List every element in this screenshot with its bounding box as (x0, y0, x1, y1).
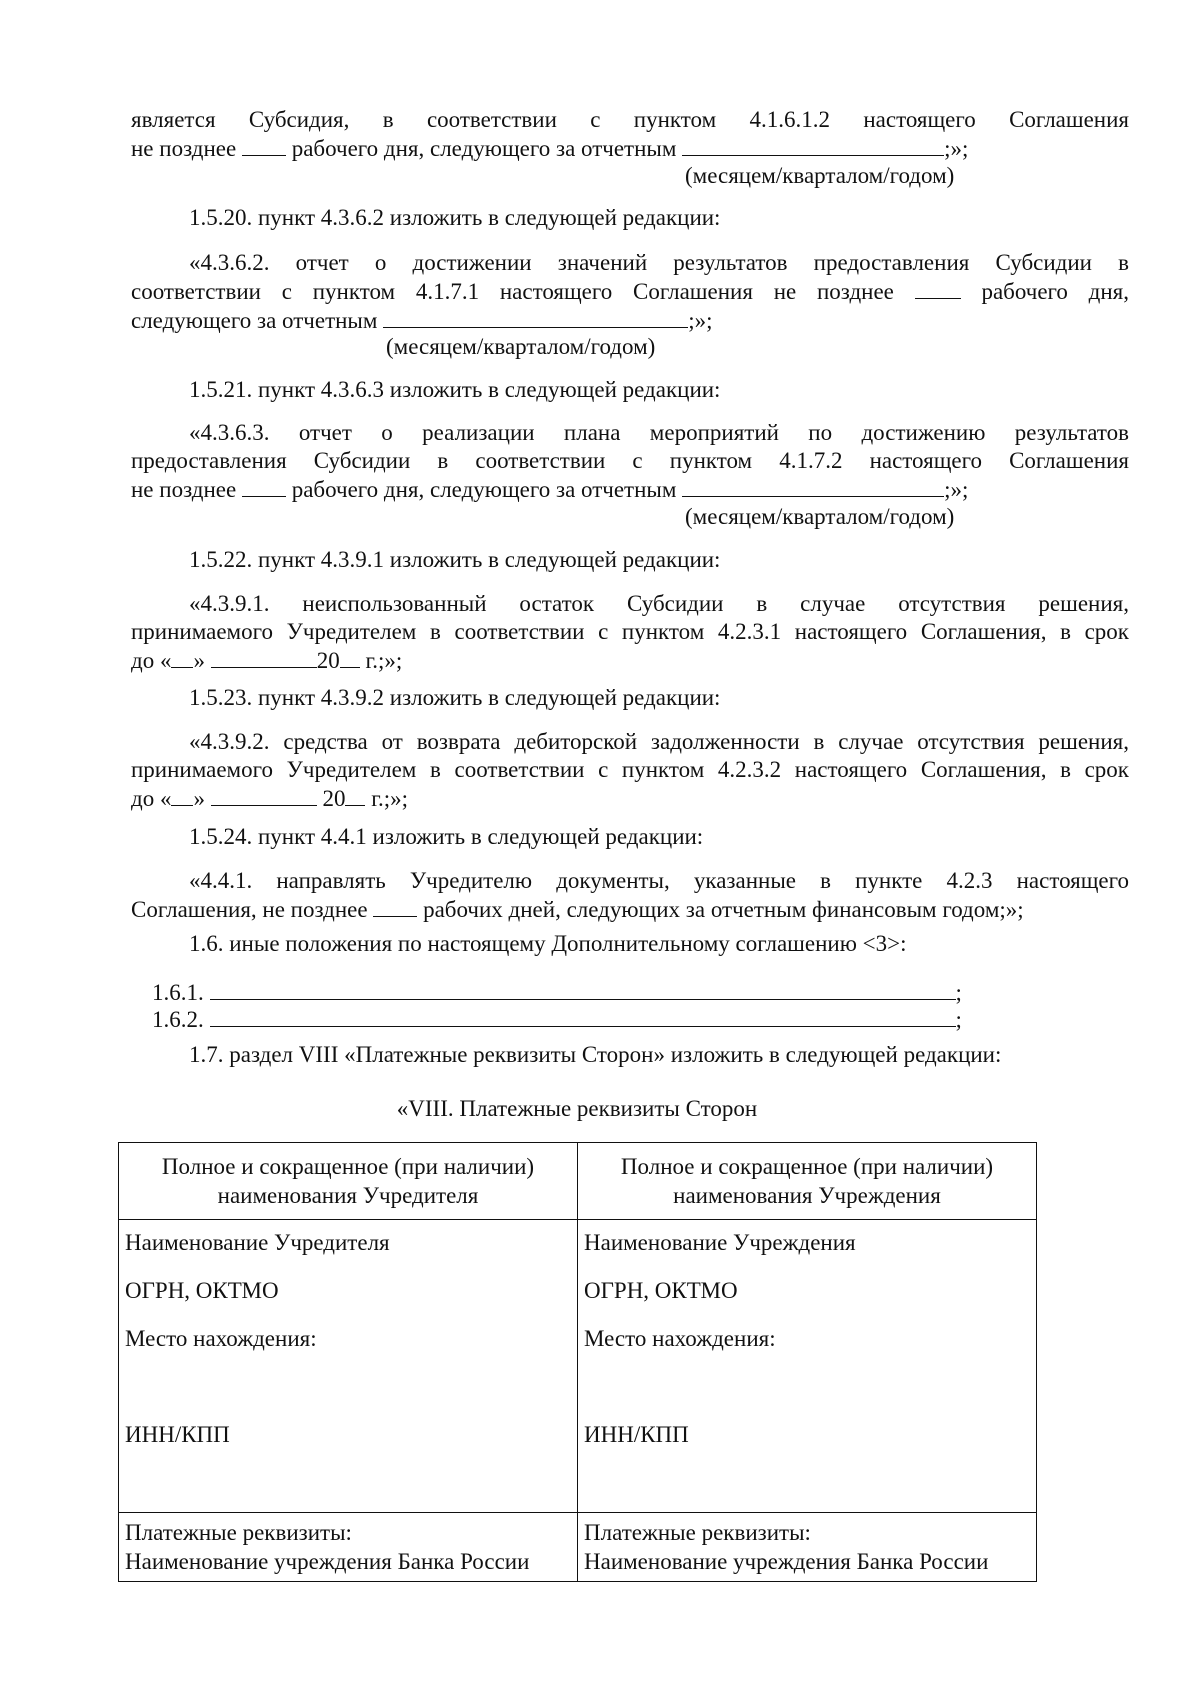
text-line: «4.3.9.2. средства от возврата дебиторской задолженности в случае отсутствия решения, (189, 729, 1129, 754)
text-fragment: Соглашения, не позднее (131, 897, 368, 922)
field-ogrn: ОГРН, ОКТМО (125, 1278, 279, 1303)
text-line (131, 895, 1129, 924)
text-line: предоставления Субсидии в соответствии с пунктом 4.1.7.2 настоящего Соглашения (131, 448, 1129, 473)
date-line (131, 646, 1129, 675)
section-title: «VIII. Платежные реквизиты Сторон (396, 1096, 758, 1121)
field-location: Место нахождения: (125, 1326, 317, 1351)
text-fragment: рабочих дней, следующих за отчетным финансовым годом;»; (423, 897, 1024, 922)
blank-field (915, 277, 961, 299)
table-row-payment (119, 1513, 1037, 1582)
field-hint: (месяцем/кварталом/годом) (386, 334, 656, 359)
blank-field (242, 134, 286, 156)
blank-field (210, 1005, 956, 1027)
text-fragment: не позднее (131, 477, 237, 502)
payment-details-table (118, 1142, 1037, 1582)
header-text: Полное и сокращенное (при наличии) (620, 1154, 994, 1179)
text-line (131, 277, 1129, 306)
text-line: «4.3.9.1. неиспользованный остаток Субсидии в случае отсутствия решения, (189, 591, 1129, 616)
text-fragment: 20 (322, 786, 346, 811)
paragraph-4-3-9-1 (131, 590, 1129, 675)
text-line: является Субсидия, в соответствии с пунктом 4.1.6.1.2 настоящего Соглашения (131, 107, 1129, 132)
paragraph-4-3-6-3 (131, 419, 1129, 504)
text-fragment: соответствии с пунктом 4.1.7.1 настоящего Соглашения не позднее (131, 279, 894, 304)
paragraph-continuation (131, 106, 1129, 163)
text-fragment: рабочего дня, следующего за отчетным (291, 477, 677, 502)
header-institution (578, 1143, 1037, 1220)
blank-field (373, 895, 417, 917)
field-hint: (месяцем/кварталом/годом) (685, 163, 955, 188)
text-fragment: до « (131, 648, 172, 673)
paragraph-4-3-6-2 (131, 249, 1129, 335)
header-text: наименования Учреждения (673, 1183, 941, 1208)
blank-month (211, 646, 317, 668)
blank-day (171, 646, 193, 668)
blank-month (211, 784, 317, 806)
text-fragment: » (193, 786, 205, 811)
text-line: «4.4.1. направлять Учредителю документы, указанные в пункте 4.2.3 настоящего (189, 868, 1129, 893)
clause-heading: 1.6. иные положения по настоящему Дополнительному соглашению <3>: (189, 931, 907, 956)
text-fragment: рабочего дня, (981, 279, 1130, 304)
field-inn: ИНН/КПП (584, 1422, 689, 1447)
blank-year (340, 646, 360, 668)
clause-heading: 1.5.24. пункт 4.4.1 изложить в следующей редакции: (189, 824, 704, 849)
text-fragment: ; (955, 1007, 962, 1032)
field-payment-label: Платежные реквизиты: (584, 1520, 811, 1545)
clause-number: 1.6.1. (152, 980, 204, 1005)
blank-day (171, 784, 193, 806)
clause-heading: 1.5.22. пункт 4.3.9.1 изложить в следующей редакции: (189, 547, 721, 572)
text-line: принимаемого Учредителем в соответствии с пунктом 4.2.3.1 настоящего Соглашения, в срок (131, 619, 1129, 644)
text-line (131, 134, 1129, 163)
cell-institution-details (578, 1220, 1037, 1513)
field-payment-label: Платежные реквизиты: (125, 1520, 352, 1545)
table-header-row (119, 1143, 1037, 1220)
blank-field (682, 134, 944, 156)
text-fragment: рабочего дня, следующего за отчетным (291, 136, 677, 161)
other-provision-2 (152, 1005, 962, 1034)
text-fragment: ;»; (944, 136, 969, 161)
cell-founder-payment (119, 1513, 578, 1582)
blank-field (210, 978, 956, 1000)
field-bank: Наименование учреждения Банка России (125, 1549, 530, 1574)
field-location: Место нахождения: (584, 1326, 776, 1351)
text-fragment: до « (131, 786, 172, 811)
header-text: наименования Учредителя (217, 1183, 479, 1208)
text-line: принимаемого Учредителем в соответствии с пунктом 4.2.3.2 настоящего Соглашения, в срок (131, 757, 1129, 782)
clause-heading: 1.5.21. пункт 4.3.6.3 изложить в следующей редакции: (189, 377, 721, 402)
text-fragment: » (193, 648, 205, 673)
header-text: Полное и сокращенное (при наличии) (161, 1154, 535, 1179)
text-fragment: ; (955, 980, 962, 1005)
text-fragment: г.;»; (365, 648, 403, 673)
blank-year (345, 784, 365, 806)
other-provision-1 (152, 978, 962, 1007)
text-fragment: г.;»; (371, 786, 409, 811)
field-bank: Наименование учреждения Банка России (584, 1549, 989, 1574)
text-fragment: следующего за отчетным (131, 308, 378, 333)
text-fragment: ;»; (688, 308, 713, 333)
field-hint: (месяцем/кварталом/годом) (685, 504, 955, 529)
header-founder (119, 1143, 578, 1220)
clause-heading: 1.7. раздел VIII «Платежные реквизиты Сторон» изложить в следующей редакции: (189, 1042, 1002, 1067)
blank-field (682, 475, 944, 497)
paragraph-4-3-9-2 (131, 728, 1129, 813)
text-fragment: ;»; (944, 477, 969, 502)
text-line (131, 306, 1129, 335)
table-row-details (119, 1220, 1037, 1513)
field-inn: ИНН/КПП (125, 1422, 230, 1447)
clause-heading: 1.5.23. пункт 4.3.9.2 изложить в следующей редакции: (189, 685, 721, 710)
text-line: «4.3.6.3. отчет о реализации плана мероприятий по достижению результатов (189, 420, 1129, 445)
text-line: «4.3.6.2. отчет о достижении значений результатов предоставления Субсидии в (189, 250, 1129, 275)
cell-institution-payment (578, 1513, 1037, 1582)
clause-number: 1.6.2. (152, 1007, 204, 1032)
paragraph-4-4-1 (131, 867, 1129, 924)
cell-founder-details (119, 1220, 578, 1513)
field-name: Наименование Учреждения (584, 1230, 856, 1255)
blank-field (383, 306, 688, 328)
blank-field (242, 475, 286, 497)
date-line (131, 784, 1129, 813)
text-fragment: не позднее (131, 136, 237, 161)
text-line (131, 475, 1129, 504)
field-ogrn: ОГРН, ОКТМО (584, 1278, 738, 1303)
field-name: Наименование Учредителя (125, 1230, 390, 1255)
clause-heading: 1.5.20. пункт 4.3.6.2 изложить в следующей редакции: (189, 205, 721, 230)
text-fragment: 20 (316, 648, 340, 673)
